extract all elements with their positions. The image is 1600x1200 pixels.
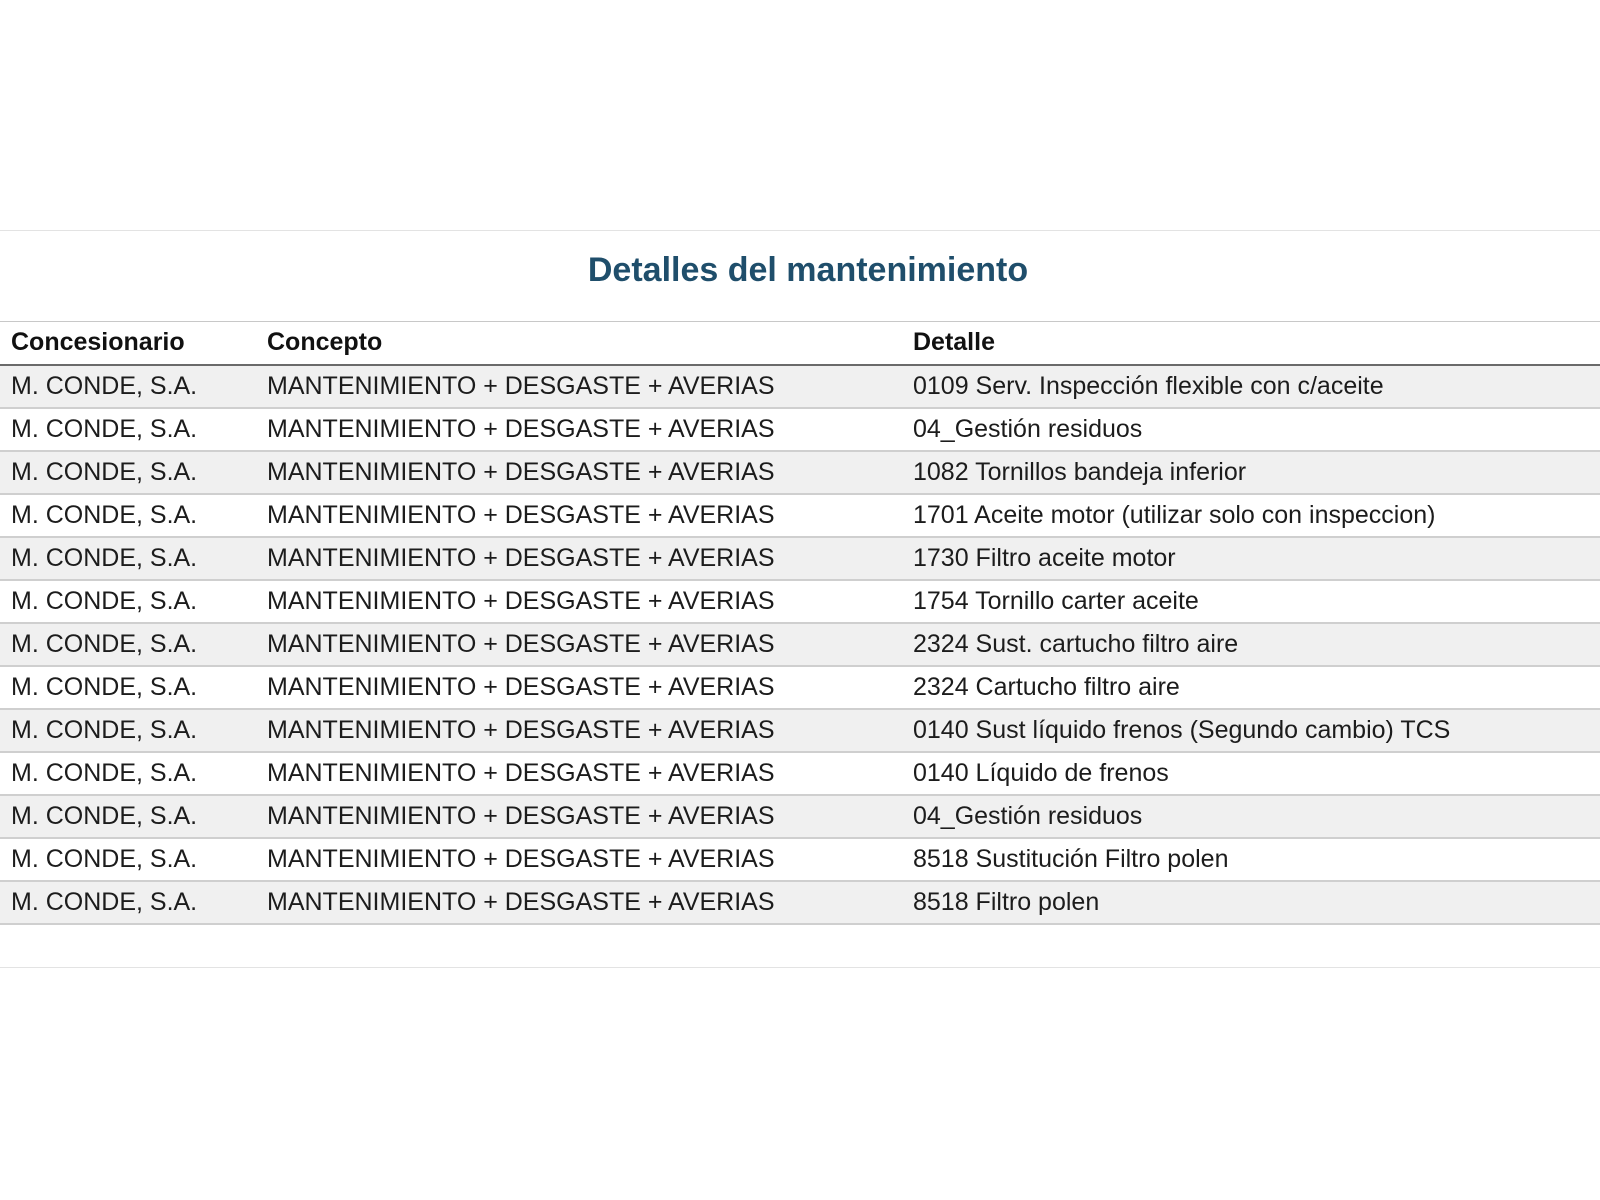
cell-concepto: MANTENIMIENTO + DESGASTE + AVERIAS <box>267 414 775 443</box>
table-row <box>0 881 1600 924</box>
cell-concesionario: M. CONDE, S.A. <box>11 715 198 744</box>
cell-concepto: MANTENIMIENTO + DESGASTE + AVERIAS <box>267 371 775 400</box>
cell-concepto: MANTENIMIENTO + DESGASTE + AVERIAS <box>267 586 775 615</box>
table-row <box>0 666 1600 709</box>
table-row <box>0 451 1600 494</box>
table-row <box>0 709 1600 752</box>
cell-concesionario: M. CONDE, S.A. <box>11 414 198 443</box>
cell-concesionario: M. CONDE, S.A. <box>11 543 198 572</box>
table-header-row <box>0 322 1600 365</box>
header-concesionario: Concesionario <box>11 328 185 357</box>
cell-concesionario: M. CONDE, S.A. <box>11 500 198 529</box>
cell-concepto: MANTENIMIENTO + DESGASTE + AVERIAS <box>267 801 775 830</box>
cell-concesionario: M. CONDE, S.A. <box>11 758 198 787</box>
cell-detalle: 8518 Sustitución Filtro polen <box>913 844 1229 873</box>
maintenance-details-panel <box>0 230 1600 968</box>
cell-detalle: 1082 Tornillos bandeja inferior <box>913 457 1247 486</box>
header-detalle: Detalle <box>913 328 995 357</box>
cell-detalle: 0109 Serv. Inspección flexible con c/aceite <box>913 371 1384 400</box>
table-row <box>0 752 1600 795</box>
cell-detalle: 04_Gestión residuos <box>913 414 1143 443</box>
cell-concepto: MANTENIMIENTO + DESGASTE + AVERIAS <box>267 758 775 787</box>
page-title: Detalles del mantenimiento <box>587 251 1029 289</box>
cell-detalle: 1754 Tornillo carter aceite <box>913 586 1199 615</box>
cell-concepto: MANTENIMIENTO + DESGASTE + AVERIAS <box>267 457 775 486</box>
cell-concesionario: M. CONDE, S.A. <box>11 801 198 830</box>
table-row <box>0 365 1600 408</box>
cell-detalle: 2324 Cartucho filtro aire <box>913 672 1180 701</box>
cell-concesionario: M. CONDE, S.A. <box>11 457 198 486</box>
cell-concesionario: M. CONDE, S.A. <box>11 586 198 615</box>
cell-detalle: 1701 Aceite motor (utilizar solo con inspeccion) <box>913 500 1436 529</box>
table-row <box>0 580 1600 623</box>
cell-concepto: MANTENIMIENTO + DESGASTE + AVERIAS <box>267 543 775 572</box>
cell-detalle: 0140 Líquido de frenos <box>913 758 1169 787</box>
cell-concepto: MANTENIMIENTO + DESGASTE + AVERIAS <box>267 500 775 529</box>
table-body <box>0 365 1600 924</box>
cell-detalle: 1730 Filtro aceite motor <box>913 543 1176 572</box>
header-concepto: Concepto <box>267 328 383 357</box>
cell-concepto: MANTENIMIENTO + DESGASTE + AVERIAS <box>267 672 775 701</box>
cell-concepto: MANTENIMIENTO + DESGASTE + AVERIAS <box>267 887 775 916</box>
cell-detalle: 04_Gestión residuos <box>913 801 1143 830</box>
table-row <box>0 623 1600 666</box>
table-row <box>0 838 1600 881</box>
cell-concepto: MANTENIMIENTO + DESGASTE + AVERIAS <box>267 629 775 658</box>
table-row <box>0 537 1600 580</box>
table-row <box>0 408 1600 451</box>
cell-detalle: 2324 Sust. cartucho filtro aire <box>913 629 1239 658</box>
cell-concesionario: M. CONDE, S.A. <box>11 844 198 873</box>
cell-detalle: 0140 Sust líquido frenos (Segundo cambio) TCS <box>913 715 1451 744</box>
table-row <box>0 795 1600 838</box>
cell-concesionario: M. CONDE, S.A. <box>11 629 198 658</box>
cell-concepto: MANTENIMIENTO + DESGASTE + AVERIAS <box>267 715 775 744</box>
cell-concepto: MANTENIMIENTO + DESGASTE + AVERIAS <box>267 844 775 873</box>
cell-concesionario: M. CONDE, S.A. <box>11 887 198 916</box>
cell-detalle: 8518 Filtro polen <box>913 887 1100 916</box>
maintenance-table <box>0 321 1600 925</box>
table-row <box>0 494 1600 537</box>
cell-concesionario: M. CONDE, S.A. <box>11 672 198 701</box>
cell-concesionario: M. CONDE, S.A. <box>11 371 198 400</box>
